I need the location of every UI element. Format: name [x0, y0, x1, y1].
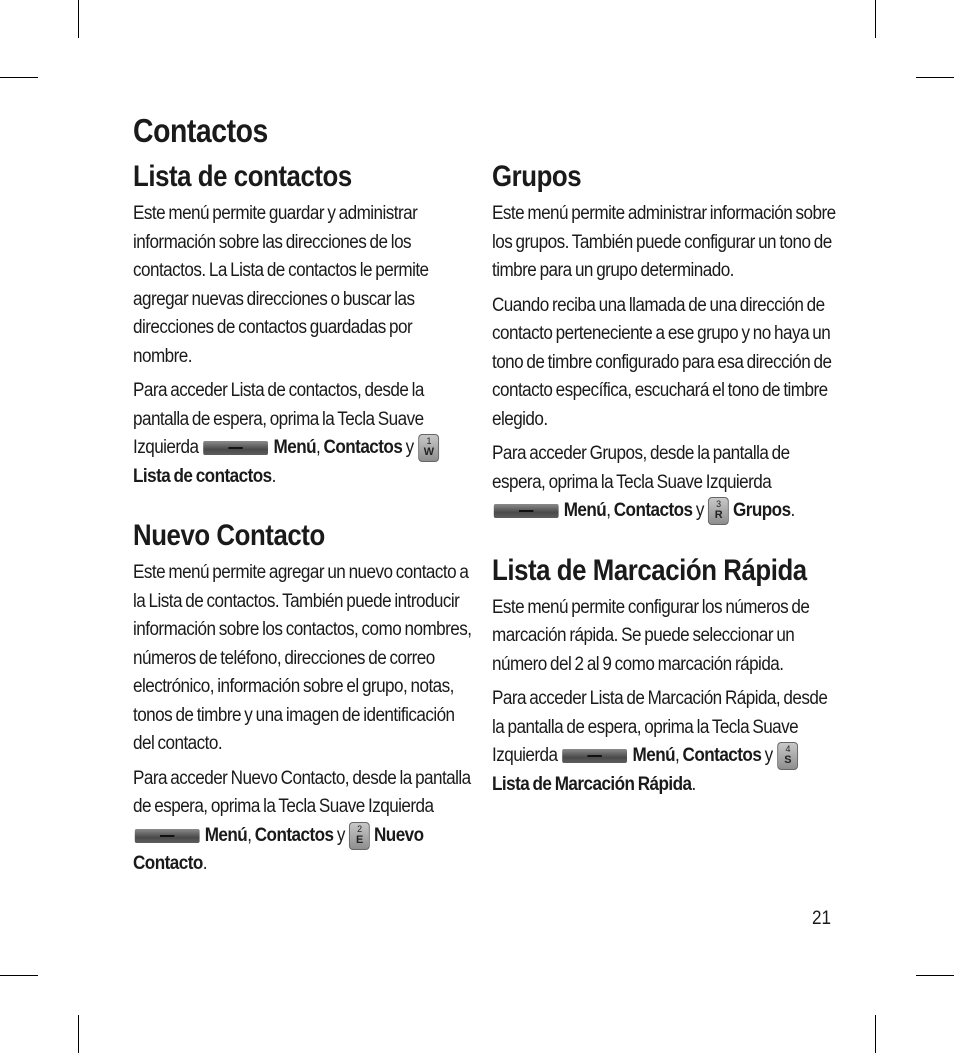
section-heading: Lista de contactos	[133, 160, 352, 193]
left-soft-key-icon	[563, 749, 628, 763]
contactos-label: Contactos	[613, 500, 693, 522]
section-heading: Lista de Marcación Rápida	[492, 553, 807, 587]
key-4-icon: 4 S	[777, 742, 798, 770]
page-number: 21	[812, 908, 832, 929]
page-title: Contactos	[133, 112, 268, 149]
menu-label: Menú	[273, 437, 317, 459]
crop-mark	[0, 77, 38, 78]
crop-mark	[916, 975, 954, 976]
menu-label: Menú	[632, 745, 676, 767]
right-column	[492, 160, 837, 805]
contactos-label: Contactos	[323, 437, 403, 459]
left-column	[133, 160, 473, 885]
left-soft-key-icon	[204, 441, 269, 455]
paragraph: Este menú permite administrar información sobre los grupos. También puede configurar un tono de timbre para un grupo determinado.	[492, 203, 836, 281]
paragraph: Este menú permite configurar los números de marcación rápida. Se puede seleccionar un número del 2 al 9 como marcación rápida.	[492, 596, 810, 675]
paragraph: Cuando reciba una llamada de una dirección de contacto perteneciente a ese grupo y no haya un tono de timbre configurado para esa dirección de contacto específica, escuchará el tono de timbre elegido.	[492, 294, 832, 430]
paragraph: Este menú permite guardar y administrar información sobre las direcciones de los contactos. La Lista de contactos le permite agregar nuevas direcciones o buscar las direcciones de contactos guardadas por nombre.	[133, 203, 429, 367]
crop-mark	[0, 975, 38, 976]
target-label: Lista de contactos	[133, 465, 272, 487]
key-3-icon: 3 R	[708, 497, 729, 525]
crop-mark	[916, 77, 954, 78]
section-heading: Grupos	[492, 160, 582, 193]
crop-mark	[875, 0, 876, 38]
section-lista-de-marcacion-rapida	[492, 554, 837, 800]
section-heading: Nuevo Contacto	[133, 519, 325, 553]
section-grupos	[492, 160, 837, 526]
crop-mark	[78, 0, 79, 38]
section-lista-de-contactos	[133, 160, 473, 491]
crop-mark	[875, 1015, 876, 1053]
contactos-label: Contactos	[254, 824, 334, 846]
contactos-label: Contactos	[682, 745, 762, 767]
menu-label: Menú	[563, 500, 607, 522]
target-label: Grupos	[732, 500, 791, 522]
access-instructions: Para acceder Nuevo Contacto, desde la pantalla de espera, oprima la Tecla Suave Izquierda Menú, Contactos y 2 E Nuevo Contacto.	[133, 767, 471, 875]
left-soft-key-icon	[135, 829, 200, 843]
target-label: Nuevo Contacto	[133, 824, 424, 875]
key-1-icon: 1 W	[418, 434, 439, 462]
access-instructions: Para acceder Grupos, desde la pantalla de espera, oprima la Tecla Suave Izquierda Menú, Contactos y 3 R Grupos.	[492, 440, 837, 526]
target-label: Lista de Marcación Rápida	[492, 773, 692, 795]
paragraph: Este menú permite agregar un nuevo contacto a la Lista de contactos. También puede introducir información sobre los contactos, como nombres, números de teléfono, direcciones de correo electrónico, información sobre el grupo, notas, tonos de timbre y una imagen de identificación del contacto.	[133, 562, 472, 755]
menu-label: Menú	[204, 824, 248, 846]
crop-mark	[78, 1015, 79, 1053]
left-soft-key-icon	[494, 504, 559, 518]
access-instructions: Para acceder Lista de Marcación Rápida, desde la pantalla de espera, oprima la Tecla Suave Izquierda Menú, Contactos y 4 S Lista de Marcación Rápida.	[492, 688, 828, 795]
key-2-icon: 2 E	[349, 822, 370, 850]
access-instructions: Para acceder Lista de contactos, desde la pantalla de espera, oprima la Tecla Suave Izquierda Menú, Contactos y 1 W Lista de contactos.	[133, 377, 473, 491]
section-nuevo-contacto	[133, 519, 473, 879]
